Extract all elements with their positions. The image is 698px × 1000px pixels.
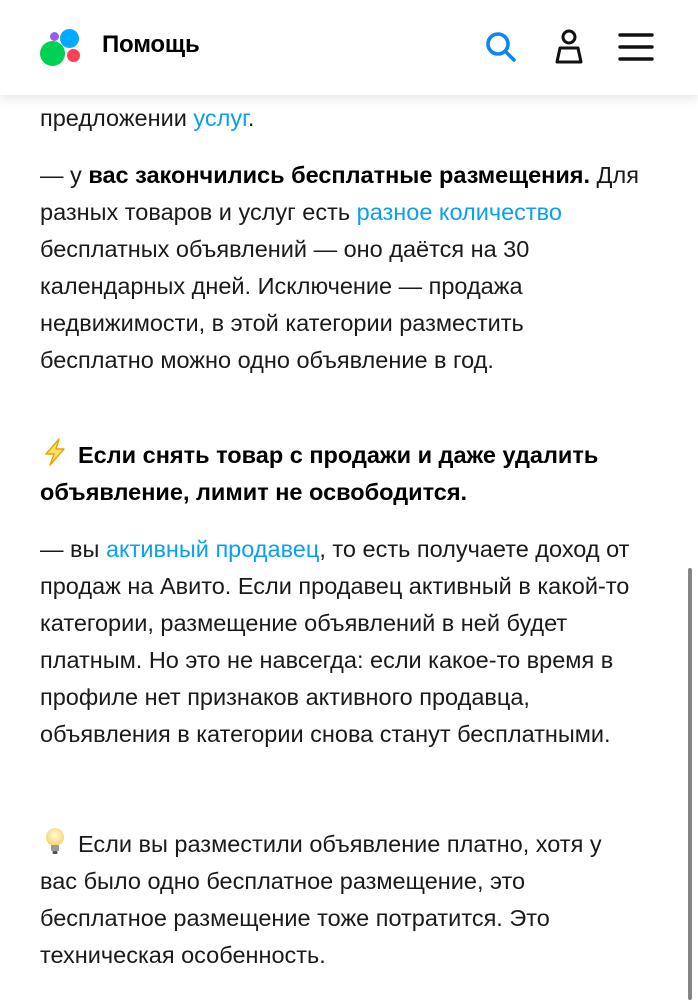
search-icon [484, 30, 518, 64]
logo-dot-blue [60, 29, 79, 48]
avito-logo-icon[interactable] [40, 27, 84, 67]
text: предложении [40, 105, 194, 131]
logo-dot-red [67, 49, 80, 62]
different-amount-link[interactable]: разное количество [356, 199, 562, 225]
text: Для разных товаров и услуг есть [40, 162, 639, 225]
services-link[interactable]: услуг [193, 105, 248, 131]
hamburger-menu-icon [618, 31, 654, 63]
paragraph-active-seller [40, 531, 640, 753]
profile-button[interactable] [550, 28, 588, 66]
text: . [247, 105, 255, 131]
bold-text: Если снять товар с продажи и даже удалить объявление, лимит не освободится. [40, 442, 599, 505]
logo-dot-green [40, 41, 65, 66]
lightning-emoji-icon [40, 437, 70, 467]
bold-text: вас закончились бесплатные размещения. [88, 162, 591, 188]
active-seller-link[interactable]: активный продавец [105, 536, 320, 562]
paragraph-paid-placement-note [40, 826, 640, 974]
page-title[interactable]: Помощь [102, 31, 200, 58]
text: , то есть получаете доход от продаж на Авито. Если продавец активный в какой-то категории, размещение объявлений в ней будет платным. Но это не навсегда: если какое-то время в профиле нет признаков активного продавца, объявления в категории снова станут бесплатными. [40, 536, 630, 747]
paragraph-services [40, 100, 640, 137]
paragraph-limit-warning [40, 437, 660, 511]
light-bulb-emoji-icon [40, 826, 70, 856]
text: — у [40, 162, 89, 188]
text: — вы [40, 536, 106, 562]
menu-button[interactable] [617, 28, 655, 66]
user-icon [553, 28, 585, 66]
search-button[interactable] [482, 28, 520, 66]
paragraph-free-placements-ended [40, 157, 640, 379]
text: бесплатных объявлений — оно даётся на 30 календарных дней. Исключение — продажа недвижимости, в этой категории разместить бесплатно можно одно объявление в год. [40, 236, 530, 373]
top-header [0, 0, 698, 95]
logo-dot-purple [50, 32, 59, 41]
text: Если вы разместили объявление платно, хотя у вас было одно бесплатное размещение, это бесплатное размещение тоже потратится. Это техническая особенность. [40, 831, 602, 968]
scrollbar[interactable] [688, 568, 692, 1000]
